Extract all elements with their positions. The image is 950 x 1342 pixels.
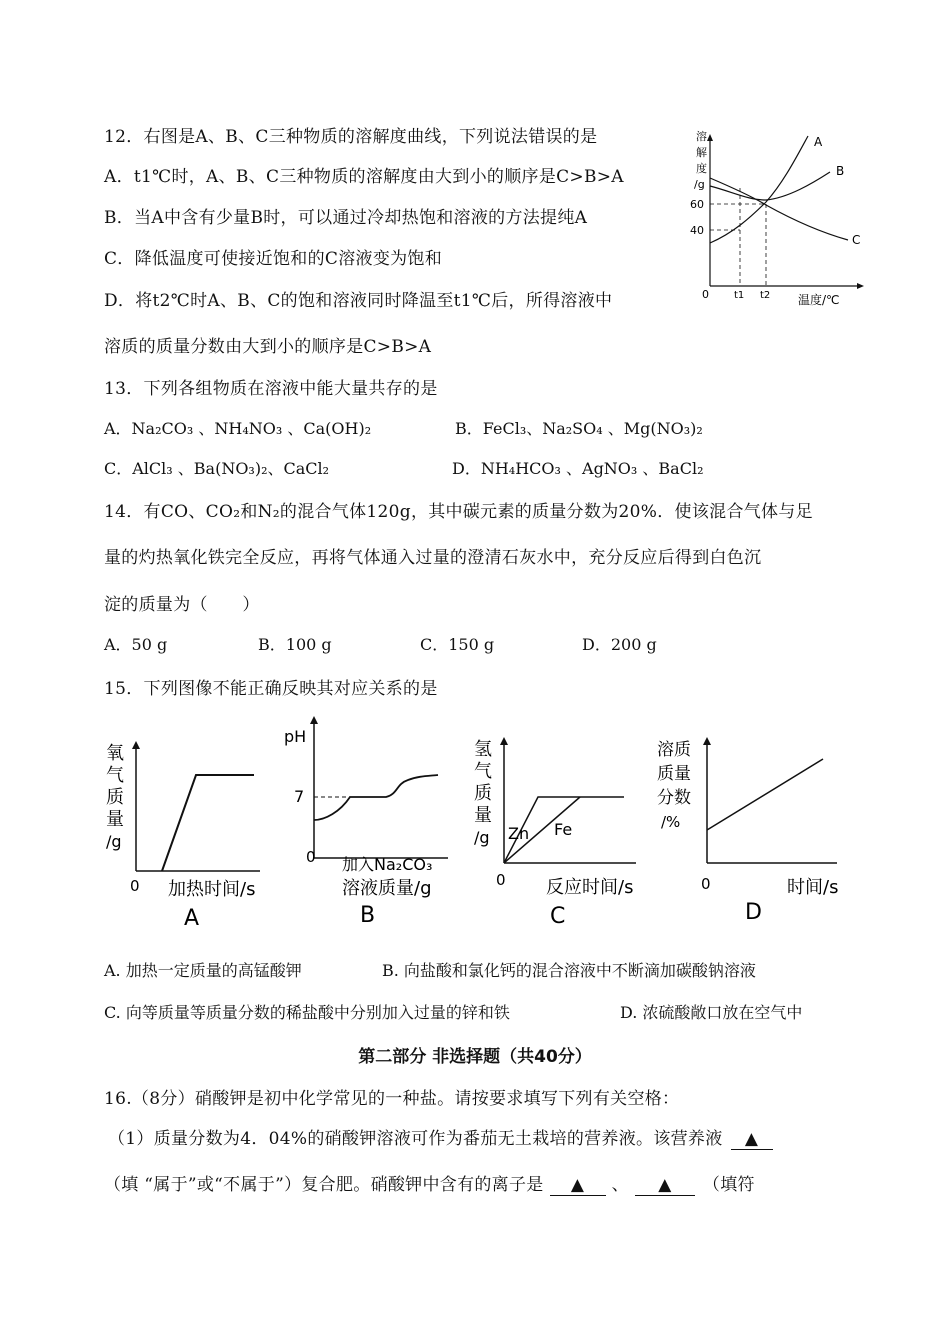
svg-text:Zn: Zn — [508, 824, 530, 843]
q13-option-d: D．NH₄HCO₃ 、AgNO₃ 、BaCl₂ — [452, 459, 704, 478]
q12-stem: 12．右图是A、B、C三种物质的溶解度曲线，下列说法错误的是 — [104, 127, 598, 147]
q16-part-1: （1）质量分数为4．04%的硝酸钾溶液可作为番茄无土栽培的营养液。该营养液 ▲ — [108, 1124, 773, 1150]
q13-option-a: A．Na₂CO₃ 、NH₄NO₃ 、Ca(OH)₂ — [104, 419, 372, 438]
q14-line-1: 14．有CO、CO₂和N₂的混合气体120g，其中碳元素的质量分数为20%．使该混合气体与足 — [104, 502, 813, 522]
graph-b — [280, 712, 455, 932]
q15-option-b: B. 向盐酸和氯化钙的混合溶液中不断滴加碳酸钠溶液 — [382, 961, 756, 980]
curve-c-label: C — [852, 233, 861, 247]
svg-text:量: 量 — [474, 805, 492, 826]
curve-b-label: B — [836, 164, 845, 178]
svg-text:pH: pH — [284, 727, 307, 746]
q14-option-b: B．100 g — [258, 635, 332, 654]
origin-label: 0 — [702, 288, 709, 301]
graph-d — [655, 735, 845, 930]
q12-option-a: A．t1℃时，A、B、C三种物质的溶解度由大到小的顺序是C>B>A — [104, 167, 624, 187]
svg-text:溶质: 溶质 — [657, 740, 691, 760]
svg-text:0: 0 — [701, 875, 711, 893]
graph-c — [468, 735, 643, 935]
q16-part-1-cont: （填 “属于”或“不属于”）复合肥。硝酸钾中含有的离子是 ▲ 、 ▲ （填符 — [104, 1175, 755, 1195]
q15-option-a: A. 加热一定质量的高锰酸钾 — [104, 961, 302, 980]
t2-label: t2 — [760, 290, 771, 301]
svg-text:溶液质量/g: 溶液质量/g — [342, 878, 432, 899]
svg-text:Fe: Fe — [554, 820, 573, 839]
curve-a — [710, 136, 808, 243]
answer-blank-2[interactable]: ▲ — [550, 1175, 606, 1196]
svg-text:时间/s: 时间/s — [787, 877, 839, 898]
part-two-heading: 第二部分 非选择题（共40分） — [358, 1047, 592, 1067]
curve-c — [710, 178, 848, 240]
svg-text:0: 0 — [130, 877, 140, 895]
graph-b-curve — [314, 775, 438, 820]
q13-option-c: C．AlCl₃ 、Ba(NO₃)₂、CaCl₂ — [104, 459, 330, 478]
y-label-1: 溶 — [696, 130, 707, 143]
q14-line-3: 淀的质量为（ ） — [104, 595, 260, 615]
q15-option-c: C. 向等质量等质量分数的稀盐酸中分别加入过量的锌和铁 — [104, 1003, 510, 1022]
q14-option-d: D．200 g — [582, 635, 657, 654]
svg-text:量: 量 — [106, 809, 124, 830]
svg-text:反应时间/s: 反应时间/s — [546, 877, 634, 898]
svg-text:氧: 氧 — [106, 743, 124, 764]
curve-a-label: A — [814, 135, 823, 149]
y-tick-60: 60 — [690, 198, 704, 211]
svg-text:/%: /% — [661, 813, 681, 831]
q12-option-d-cont: 溶质的质量分数由大到小的顺序是C>B>A — [104, 337, 432, 357]
y-unit: /g — [694, 178, 705, 191]
q15-option-d: D. 浓硫酸敞口放在空气中 — [620, 1003, 803, 1022]
q16-stem: 16.（8分）硝酸钾是初中化学常见的一种盐。请按要求填写下列有关空格： — [104, 1089, 680, 1109]
svg-text:7: 7 — [294, 787, 305, 806]
svg-text:/g: /g — [474, 828, 490, 847]
q14-option-a: A．50 g — [104, 635, 168, 654]
svg-text:氢: 氢 — [474, 739, 492, 760]
q14-option-c: C．150 g — [420, 635, 495, 654]
q13-option-b: B．FeCl₃、Na₂SO₄ 、Mg(NO₃)₂ — [455, 419, 703, 438]
svg-text:/g: /g — [106, 832, 122, 851]
svg-text:0: 0 — [306, 848, 316, 866]
svg-text:质: 质 — [106, 787, 124, 808]
y-tick-40: 40 — [690, 224, 704, 237]
graph-d-line — [707, 759, 823, 830]
svg-text:加入Na₂CO₃: 加入Na₂CO₃ — [342, 855, 433, 874]
q14-line-2: 量的灼热氧化铁完全反应，再将气体通入过量的澄清石灰水中，充分反应后得到白色沉 — [104, 548, 762, 568]
solubility-graph — [688, 128, 868, 313]
svg-text:B: B — [360, 903, 376, 928]
y-label-2: 解 — [696, 146, 707, 159]
svg-text:0: 0 — [496, 871, 506, 889]
svg-text:分数: 分数 — [657, 788, 691, 808]
svg-text:气: 气 — [474, 761, 492, 782]
q15-stem: 15．下列图像不能正确反映其对应关系的是 — [104, 679, 438, 699]
answer-blank-3[interactable]: ▲ — [635, 1175, 695, 1196]
svg-text:C: C — [550, 904, 566, 929]
q12-option-d: D．将t2℃时A、B、C的饱和溶液同时降温至t1℃后，所得溶液中 — [104, 291, 613, 311]
y-label-3: 度 — [696, 162, 707, 175]
svg-text:A: A — [184, 906, 200, 930]
t1-label: t1 — [734, 290, 745, 301]
q12-option-b: B．当A中含有少量B时，可以通过冷却热饱和溶液的方法提纯A — [104, 208, 588, 228]
q13-stem: 13．下列各组物质在溶液中能大量共存的是 — [104, 379, 438, 399]
svg-text:D: D — [745, 900, 762, 925]
svg-text:气: 气 — [106, 765, 124, 786]
x-axis-label: 温度/℃ — [798, 293, 840, 307]
svg-text:质: 质 — [474, 783, 492, 804]
graph-a — [100, 735, 265, 930]
svg-text:加热时间/s: 加热时间/s — [168, 879, 256, 900]
graph-a-line — [162, 775, 254, 871]
answer-blank-1[interactable]: ▲ — [731, 1129, 773, 1150]
q12-option-c: C．降低温度可使接近饱和的C溶液变为饱和 — [104, 249, 443, 269]
svg-text:质量: 质量 — [657, 764, 691, 784]
